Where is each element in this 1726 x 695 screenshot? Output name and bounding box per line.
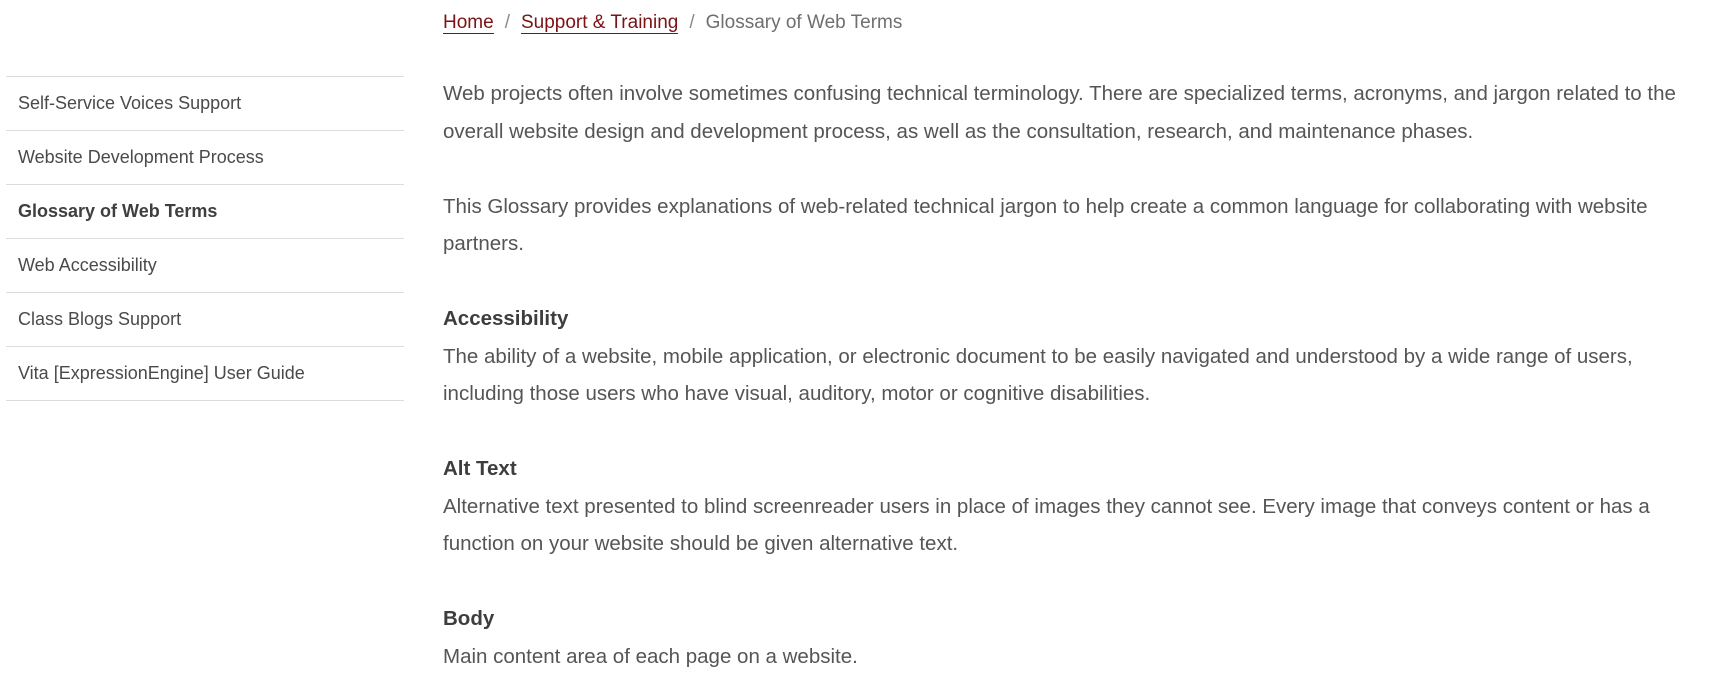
glossary-term [443,600,1718,675]
term-definition: Main content area of each page on a website. [443,644,858,668]
sidebar-item-class-blogs-support[interactable]: Class Blogs Support [6,293,404,347]
intro-paragraph: This Glossary provides explanations of web-related technical jargon to help create a common language for collaborating with website partners. [443,194,1648,255]
term-definition: Alternative text presented to blind screenreader users in place of images they cannot see. Every image that conveys content or has a function on your website should be given alternative text. [443,494,1650,555]
sidebar-item-vita-user-guide[interactable]: Vita [ExpressionEngine] User Guide [6,347,404,401]
breadcrumb-separator: / [504,12,510,33]
sidebar-item-glossary-of-web-terms[interactable]: Glossary of Web Terms [6,185,404,239]
term-title: Body [443,607,495,630]
term-title: Accessibility [443,307,569,330]
breadcrumb-current: Glossary of Web Terms [705,12,903,33]
breadcrumb-support-link[interactable]: Support & Training [520,12,679,33]
glossary-term [443,450,1718,563]
sidebar-item-web-accessibility[interactable]: Web Accessibility [6,239,404,293]
breadcrumb-home-link[interactable]: Home [443,12,494,33]
breadcrumb-separator: / [689,12,695,33]
intro-paragraph: Web projects often involve sometimes confusing technical terminology. There are specialized terms, acronyms, and jargon related to the overall website design and development process, as well as the consultation, research, and maintenance phases. [443,82,1676,143]
term-title: Alt Text [443,457,517,480]
sidebar-nav [6,76,404,401]
breadcrumb [443,10,902,36]
glossary-term [443,300,1718,413]
main-content [443,75,1718,695]
sidebar-item-self-service-voices-support[interactable]: Self-Service Voices Support [6,77,404,131]
term-definition: The ability of a website, mobile application, or electronic document to be easily navigated and understood by a wide range of users, including those users who have visual, auditory, motor or cognitive disabilities. [443,344,1633,405]
sidebar-item-website-development-process[interactable]: Website Development Process [6,131,404,185]
